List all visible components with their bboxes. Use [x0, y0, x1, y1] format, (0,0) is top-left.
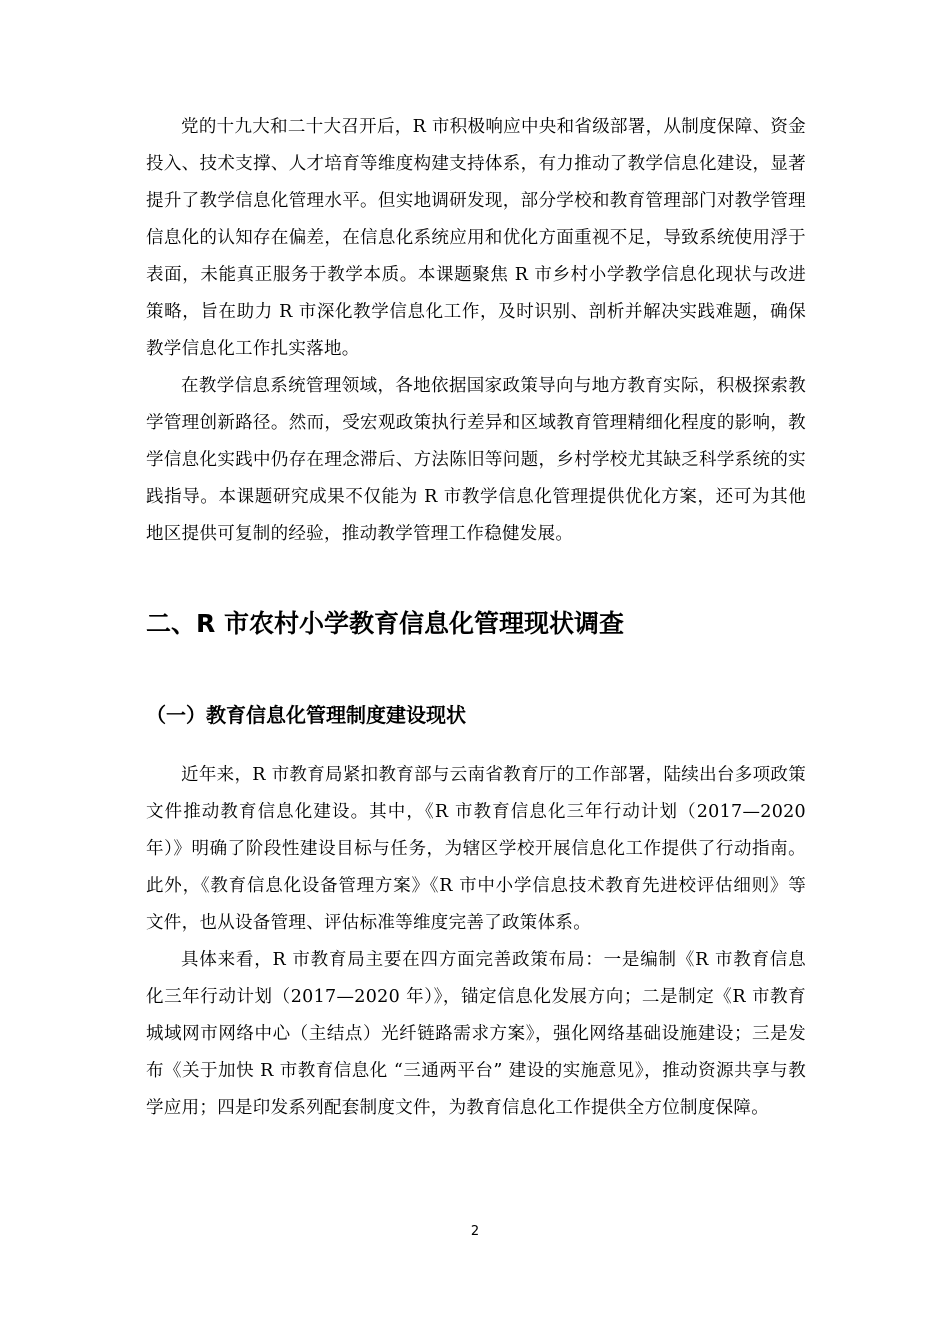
body-paragraph: 具体来看，R 市教育局主要在四方面完善政策布局：一是编制《R 市教育信息化三年行动计划（2017—2020 年）》，锚定信息化发展方向；二是制定《R 市教育城域网市网络中心（主结点）光纤链路需求方案》，强化网络基础设施建设；三是发布《关于加快 R 市教育信息化 “三通两平台” 建设的实施意见》，推动资源共享与教学应用；四是印发系列配套制度文件，为教育信息化工作提供全方位制度保障。 [146, 950, 806, 1118]
subsection-body [146, 757, 806, 1127]
intro-section [146, 109, 806, 553]
section-heading: 二、R 市农村小学教育信息化管理现状调查 [146, 609, 624, 638]
page-number: 2 [470, 1224, 480, 1239]
body-paragraph: 党的十九大和二十大召开后，R 市积极响应中央和省级部署，从制度保障、资金投入、技术支撑、人才培育等维度构建支持体系，有力推动了教学信息化建设，显著提升了教学信息化管理水平。但实地调研发现，部分学校和教育管理部门对教学管理信息化的认知存在偏差，在信息化系统应用和优化方面重视不足，导致系统使用浮于表面，未能真正服务于教学本质。本课题聚焦 R 市乡村小学教学信息化现状与改进策略，旨在助力 R 市深化教学信息化工作，及时识别、剖析并解决实践难题，确保教学信息化工作扎实落地。 [146, 117, 806, 359]
subsection-heading: （一）教育信息化管理制度建设现状 [146, 703, 466, 727]
body-paragraph: 近年来，R 市教育局紧扣教育部与云南省教育厅的工作部署，陆续出台多项政策文件推动教育信息化建设。其中，《R 市教育信息化三年行动计划（2017—2020 年）》明确了阶段性建设目标与任务，为辖区学校开展信息化工作提供了行动指南。此外，《教育信息化设备管理方案》《R 市中小学信息技术教育先进校评估细则》等文件，也从设备管理、评估标准等维度完善了政策体系。 [146, 765, 806, 933]
body-paragraph: 在教学信息系统管理领域，各地依据国家政策导向与地方教育实际，积极探索教学管理创新路径。然而，受宏观政策执行差异和区域教育管理精细化程度的影响，教学信息化实践中仍存在理念滞后、方法陈旧等问题，乡村学校尤其缺乏科学系统的实践指导。本课题研究成果不仅能为 R 市教学信息化管理提供优化方案，还可为其他地区提供可复制的经验，推动教学管理工作稳健发展。 [146, 376, 806, 544]
